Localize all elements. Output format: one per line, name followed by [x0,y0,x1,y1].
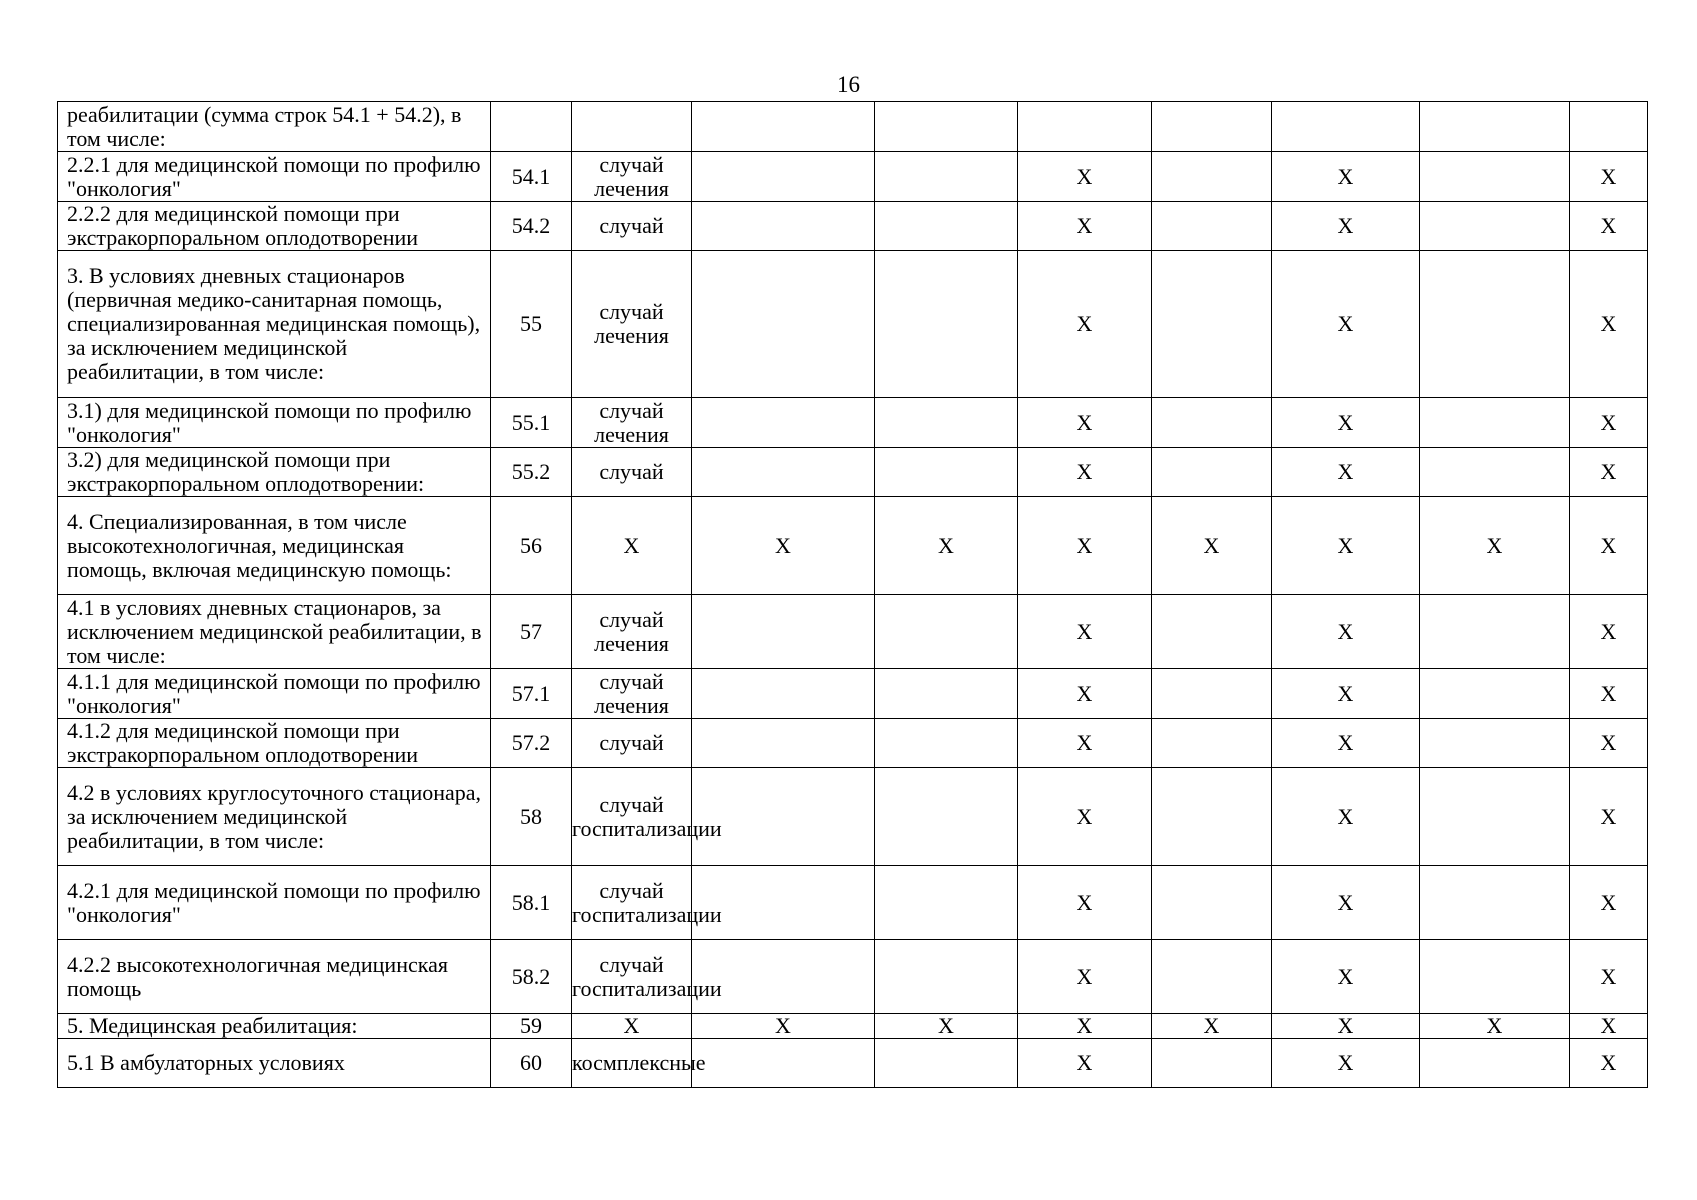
table-row [58,669,1648,719]
value-cell: X [1272,152,1420,202]
value-cell: X [1420,497,1570,595]
value-cell: X [1152,1014,1272,1039]
value-cell [875,595,1018,669]
value-cell [1420,595,1570,669]
row-code-cell: 55 [491,251,572,398]
value-cell [1420,152,1570,202]
row-unit-cell [572,102,692,152]
row-unit-cell: случай лечения [572,595,692,669]
value-cell [875,251,1018,398]
value-cell [692,398,875,448]
value-cell [692,1039,875,1088]
value-cell [875,102,1018,152]
row-code-cell: 54.2 [491,202,572,251]
value-cell: X [1018,768,1152,866]
row-unit-cell: случай [572,719,692,768]
row-unit-cell: случай лечения [572,251,692,398]
value-cell: X [1272,940,1420,1014]
value-cell: X [1018,719,1152,768]
row-code-cell: 55.1 [491,398,572,448]
row-name-cell: 4.1 в условиях дневных стационаров, за исключением медицинской реабилитации, в том числе: [58,595,491,669]
value-cell [1272,102,1420,152]
value-cell: X [1272,1039,1420,1088]
value-cell [1152,866,1272,940]
value-cell [1152,768,1272,866]
value-cell: X [692,1014,875,1039]
value-cell: X [1152,497,1272,595]
table-row [58,202,1648,251]
value-cell: X [1018,669,1152,719]
value-cell: X [1570,595,1648,669]
value-cell [1152,202,1272,251]
value-cell [1152,940,1272,1014]
table-row [58,102,1648,152]
table-row [58,497,1648,595]
row-name-cell: 4.1.2 для медицинской помощи при экстракорпоральном оплодотворении [58,719,491,768]
value-cell: X [1420,1014,1570,1039]
value-cell [692,202,875,251]
value-cell: X [1570,768,1648,866]
value-cell [875,669,1018,719]
page-number: 16 [837,72,860,97]
table-row [58,251,1648,398]
value-cell: X [1570,669,1648,719]
value-cell [1152,102,1272,152]
value-cell: X [1272,251,1420,398]
value-cell: X [875,1014,1018,1039]
value-cell [692,152,875,202]
value-cell: X [875,497,1018,595]
table-body [58,102,1648,1088]
row-unit-cell: случай [572,448,692,497]
row-code-cell: 55.2 [491,448,572,497]
table-row [58,940,1648,1014]
row-name-cell: реабилитации (сумма строк 54.1 + 54.2), в том числе: [58,102,491,152]
row-code-cell: 58 [491,768,572,866]
data-table [57,101,1648,1088]
value-cell: X [1272,719,1420,768]
row-unit-cell: случай [572,202,692,251]
value-cell: X [1018,251,1152,398]
value-cell [875,719,1018,768]
value-cell: X [1570,448,1648,497]
row-code-cell: 54.1 [491,152,572,202]
value-cell [1420,1039,1570,1088]
row-name-cell: 2.2.2 для медицинской помощи при экстракорпоральном оплодотворении [58,202,491,251]
row-name-cell: 3.1) для медицинской помощи по профилю "онкология" [58,398,491,448]
row-name-cell: 4. Специализированная, в том числе высокотехнологичная, медицинская помощь, включая медицинскую помощь: [58,497,491,595]
value-cell: X [1018,152,1152,202]
value-cell: X [1570,866,1648,940]
value-cell: X [1570,251,1648,398]
row-code-cell [491,102,572,152]
value-cell [1420,669,1570,719]
value-cell [1420,940,1570,1014]
value-cell [1152,251,1272,398]
row-unit-cell: случай госпитализации [572,866,692,940]
row-name-cell: 4.2.1 для медицинской помощи по профилю "онкология" [58,866,491,940]
table-row [58,1039,1648,1088]
row-name-cell: 4.1.1 для медицинской помощи по профилю "онкология" [58,669,491,719]
row-code-cell: 58.2 [491,940,572,1014]
row-unit-cell: случай госпитализации [572,768,692,866]
row-name-cell: 4.2.2 высокотехнологичная медицинская помощь [58,940,491,1014]
table-row [58,448,1648,497]
table-row [58,768,1648,866]
row-code-cell: 56 [491,497,572,595]
value-cell: X [1272,595,1420,669]
value-cell [875,866,1018,940]
value-cell [692,102,875,152]
value-cell [1152,448,1272,497]
value-cell: X [1570,497,1648,595]
row-code-cell: 60 [491,1039,572,1088]
value-cell [1420,251,1570,398]
value-cell [1420,448,1570,497]
value-cell: X [1018,448,1152,497]
value-cell [875,448,1018,497]
row-code-cell: 57.2 [491,719,572,768]
row-name-cell: 3.2) для медицинской помощи при экстракорпоральном оплодотворении: [58,448,491,497]
value-cell: X [1570,1014,1648,1039]
value-cell [1420,768,1570,866]
value-cell: X [1272,866,1420,940]
value-cell [1420,398,1570,448]
table-row [58,1014,1648,1039]
row-unit-cell: случай лечения [572,669,692,719]
value-cell: X [1018,940,1152,1014]
value-cell: X [1570,152,1648,202]
value-cell: X [1018,497,1152,595]
value-cell: X [1272,398,1420,448]
value-cell: X [1018,1014,1152,1039]
value-cell [875,1039,1018,1088]
value-cell: X [1272,497,1420,595]
row-code-cell: 57 [491,595,572,669]
row-code-cell: 57.1 [491,669,572,719]
value-cell [875,940,1018,1014]
value-cell: X [1570,1039,1648,1088]
value-cell: X [1570,202,1648,251]
value-cell [1152,398,1272,448]
value-cell: X [1272,669,1420,719]
row-unit-cell: случай лечения [572,398,692,448]
row-name-cell: 2.2.1 для медицинской помощи по профилю "онкология" [58,152,491,202]
value-cell [692,448,875,497]
value-cell [875,152,1018,202]
value-cell: X [1018,595,1152,669]
row-unit-cell: космплексные [572,1039,692,1088]
row-code-cell: 59 [491,1014,572,1039]
value-cell [875,202,1018,251]
value-cell: X [1570,398,1648,448]
value-cell [692,719,875,768]
value-cell: X [1272,202,1420,251]
value-cell: X [1018,1039,1152,1088]
value-cell [1152,595,1272,669]
table-row [58,866,1648,940]
row-unit-cell: случай лечения [572,152,692,202]
value-cell [1570,102,1648,152]
value-cell: X [1018,398,1152,448]
row-name-cell: 5. Медицинская реабилитация: [58,1014,491,1039]
table-row [58,719,1648,768]
row-unit-cell: X [572,497,692,595]
row-name-cell: 5.1 В амбулаторных условиях [58,1039,491,1088]
value-cell [1152,719,1272,768]
row-code-cell: 58.1 [491,866,572,940]
row-unit-cell: X [572,1014,692,1039]
value-cell [1152,1039,1272,1088]
row-unit-cell: случай госпитализации [572,940,692,1014]
value-cell [1152,152,1272,202]
value-cell [1152,669,1272,719]
value-cell [1420,202,1570,251]
value-cell [1018,102,1152,152]
value-cell: X [1570,940,1648,1014]
row-name-cell: 4.2 в условиях круглосуточного стационара, за исключением медицинской реабилитации, в том числе: [58,768,491,866]
value-cell [1420,102,1570,152]
value-cell [692,595,875,669]
value-cell [875,768,1018,866]
value-cell [875,398,1018,448]
value-cell: X [1018,202,1152,251]
value-cell [1420,719,1570,768]
value-cell [692,251,875,398]
value-cell: X [1570,719,1648,768]
value-cell: X [1272,768,1420,866]
table-row [58,152,1648,202]
table-row [58,595,1648,669]
value-cell: X [1272,1014,1420,1039]
value-cell: X [692,497,875,595]
value-cell: X [1272,448,1420,497]
value-cell [1420,866,1570,940]
value-cell: X [1018,866,1152,940]
row-name-cell: 3. В условиях дневных стационаров (первичная медико-санитарная помощь, специализированная медицинская помощь), за исключением медицинской реабилитации, в том числе: [58,251,491,398]
value-cell [692,669,875,719]
table-row [58,398,1648,448]
